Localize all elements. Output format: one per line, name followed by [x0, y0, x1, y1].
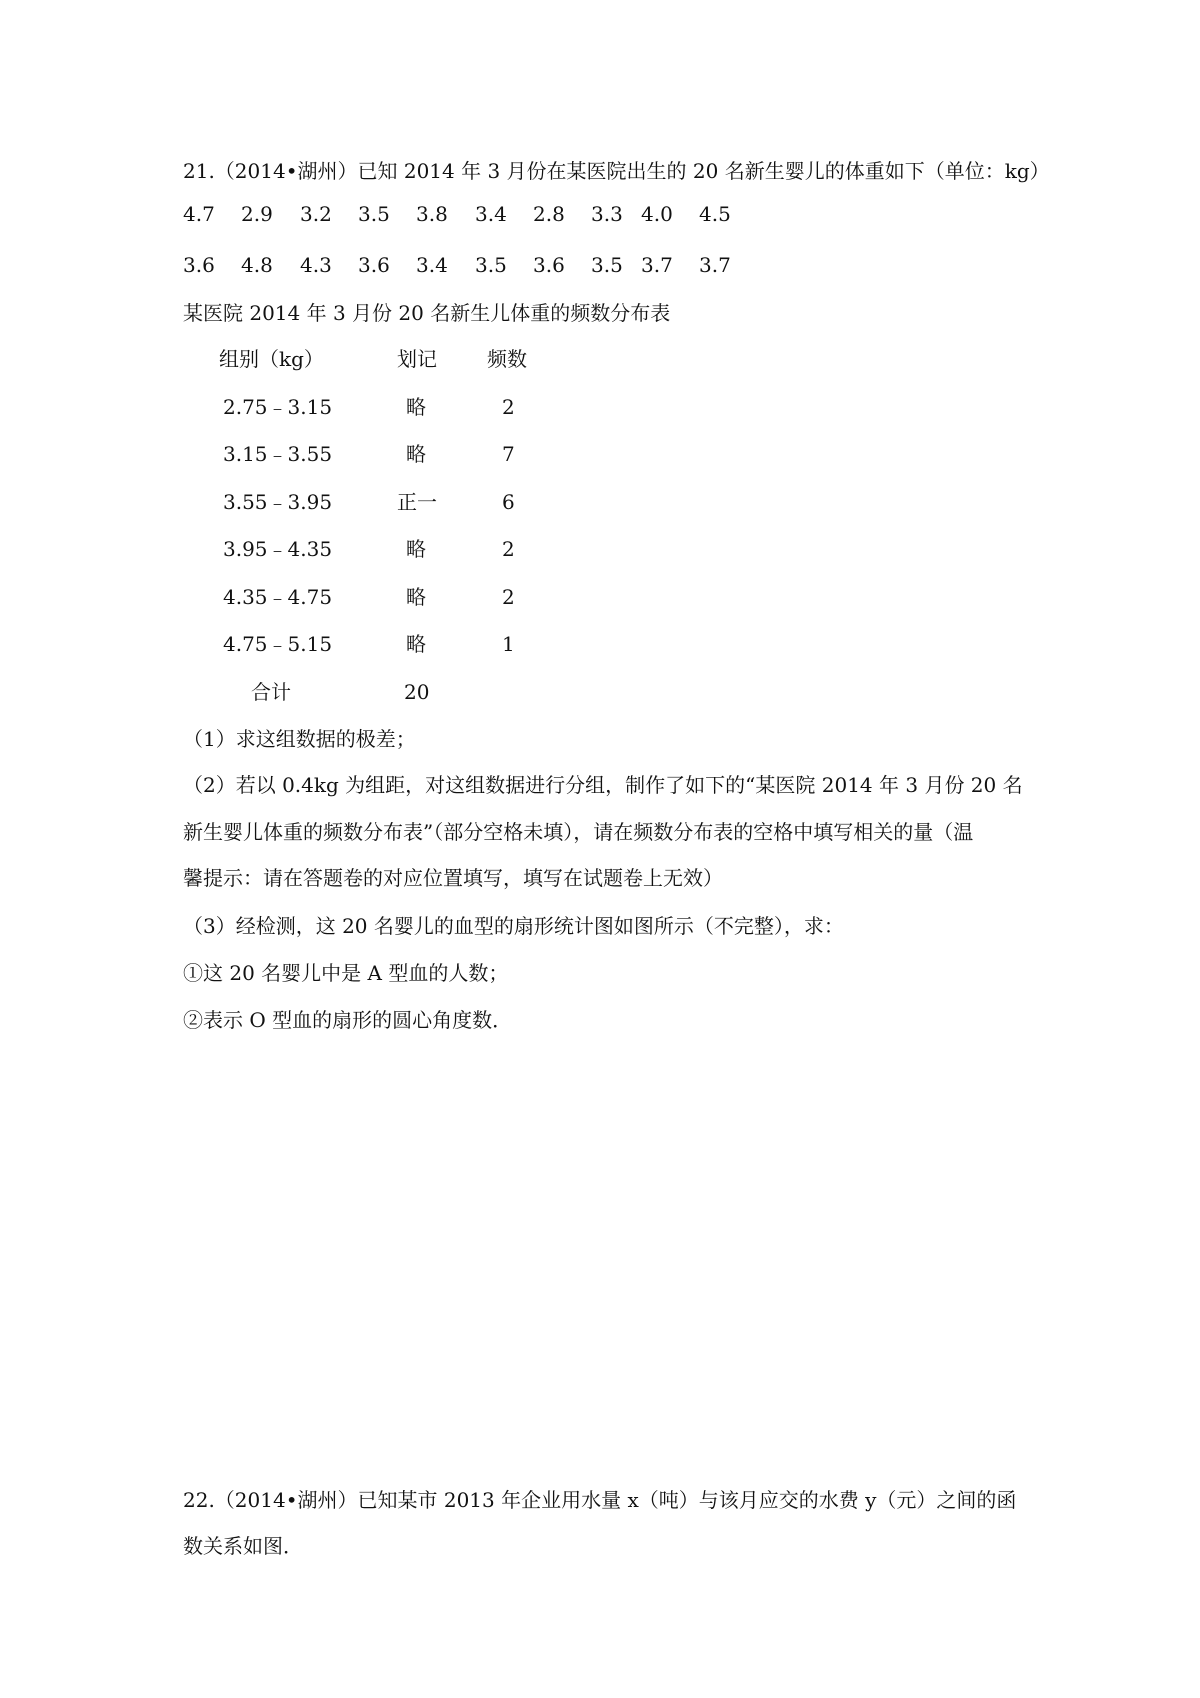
data-value: 3.6	[183, 253, 215, 277]
data-value: 3.4	[475, 202, 507, 226]
q22-line2: 数关系如图．	[183, 1534, 303, 1558]
q21-part2-line3: 馨提示：请在答题卷的对应位置填写，填写在试题卷上无效）	[183, 866, 723, 890]
table-cell-tally: 略	[406, 632, 426, 656]
q21-part3: （3）经检测，这 20 名婴儿的血型的扇形统计图如图所示（不完整），求：	[183, 914, 844, 938]
table-total-value: 20	[404, 680, 430, 704]
table-header-tally: 划记	[397, 347, 437, 371]
data-value: 4.7	[183, 202, 215, 226]
q21-intro: 21.（2014•湖州）已知 2014 年 3 月份在某医院出生的 20 名新生婴儿的体重如下（单位：kg）	[183, 159, 1050, 183]
table-cell-tally: 略	[406, 395, 426, 419]
table-cell-tally: 略	[406, 585, 426, 609]
table-cell-group: 4.75﹣5.15	[223, 632, 333, 656]
data-value: 3.2	[300, 202, 332, 226]
data-value: 4.3	[300, 253, 332, 277]
data-value: 3.8	[416, 202, 448, 226]
table-cell-frequency: 7	[502, 442, 515, 466]
data-value: 3.5	[358, 202, 390, 226]
table-cell-group: 3.95﹣4.35	[223, 537, 333, 561]
q21-part1: （1）求这组数据的极差；	[183, 727, 416, 751]
q21-part2-line2: 新生婴儿体重的频数分布表”（部分空格未填），请在频数分布表的空格中填写相关的量（温	[183, 820, 974, 844]
table-cell-tally: 正一	[397, 490, 437, 514]
data-value: 3.7	[699, 253, 731, 277]
table-cell-tally: 略	[406, 442, 426, 466]
data-value: 3.4	[416, 253, 448, 277]
table-header-group: 组别（kg）	[219, 347, 324, 371]
table-cell-group: 2.75﹣3.15	[223, 395, 333, 419]
data-row-2	[183, 251, 783, 279]
table-cell-frequency: 6	[502, 490, 515, 514]
table-cell-group: 3.15﹣3.55	[223, 442, 333, 466]
data-value: 4.8	[241, 253, 273, 277]
data-value: 3.6	[358, 253, 390, 277]
table-cell-frequency: 2	[502, 395, 515, 419]
data-value: 3.7	[641, 253, 673, 277]
data-value: 2.8	[533, 202, 565, 226]
table-title: 某医院 2014 年 3 月份 20 名新生儿体重的频数分布表	[183, 301, 671, 325]
table-cell-frequency: 1	[502, 632, 515, 656]
data-value: 3.5	[475, 253, 507, 277]
data-value: 3.6	[533, 253, 565, 277]
table-cell-frequency: 2	[502, 585, 515, 609]
data-value: 4.5	[699, 202, 731, 226]
table-cell-tally: 略	[406, 537, 426, 561]
data-value: 3.5	[591, 253, 623, 277]
table-total-label: 合计	[251, 680, 291, 704]
data-value: 3.3	[591, 202, 623, 226]
table-cell-frequency: 2	[502, 537, 515, 561]
data-value: 4.0	[641, 202, 673, 226]
table-cell-group: 3.55﹣3.95	[223, 490, 333, 514]
data-row-1	[183, 200, 783, 228]
q21-part3-sub2: ②表示 O 型血的扇形的圆心角度数．	[183, 1008, 513, 1032]
table-cell-group: 4.35﹣4.75	[223, 585, 333, 609]
table-header-frequency: 频数	[487, 347, 527, 371]
data-value: 2.9	[241, 202, 273, 226]
q22-line1: 22.（2014•湖州）已知某市 2013 年企业用水量 x（吨）与该月应交的水费 y（元）之间的函	[183, 1488, 1017, 1512]
q21-part2-line1: （2）若以 0.4kg 为组距，对这组数据进行分组，制作了如下的“某医院 2014 年 3 月份 20 名	[183, 773, 1023, 797]
q21-part3-sub1: ①这 20 名婴儿中是 A 型血的人数；	[183, 961, 509, 985]
